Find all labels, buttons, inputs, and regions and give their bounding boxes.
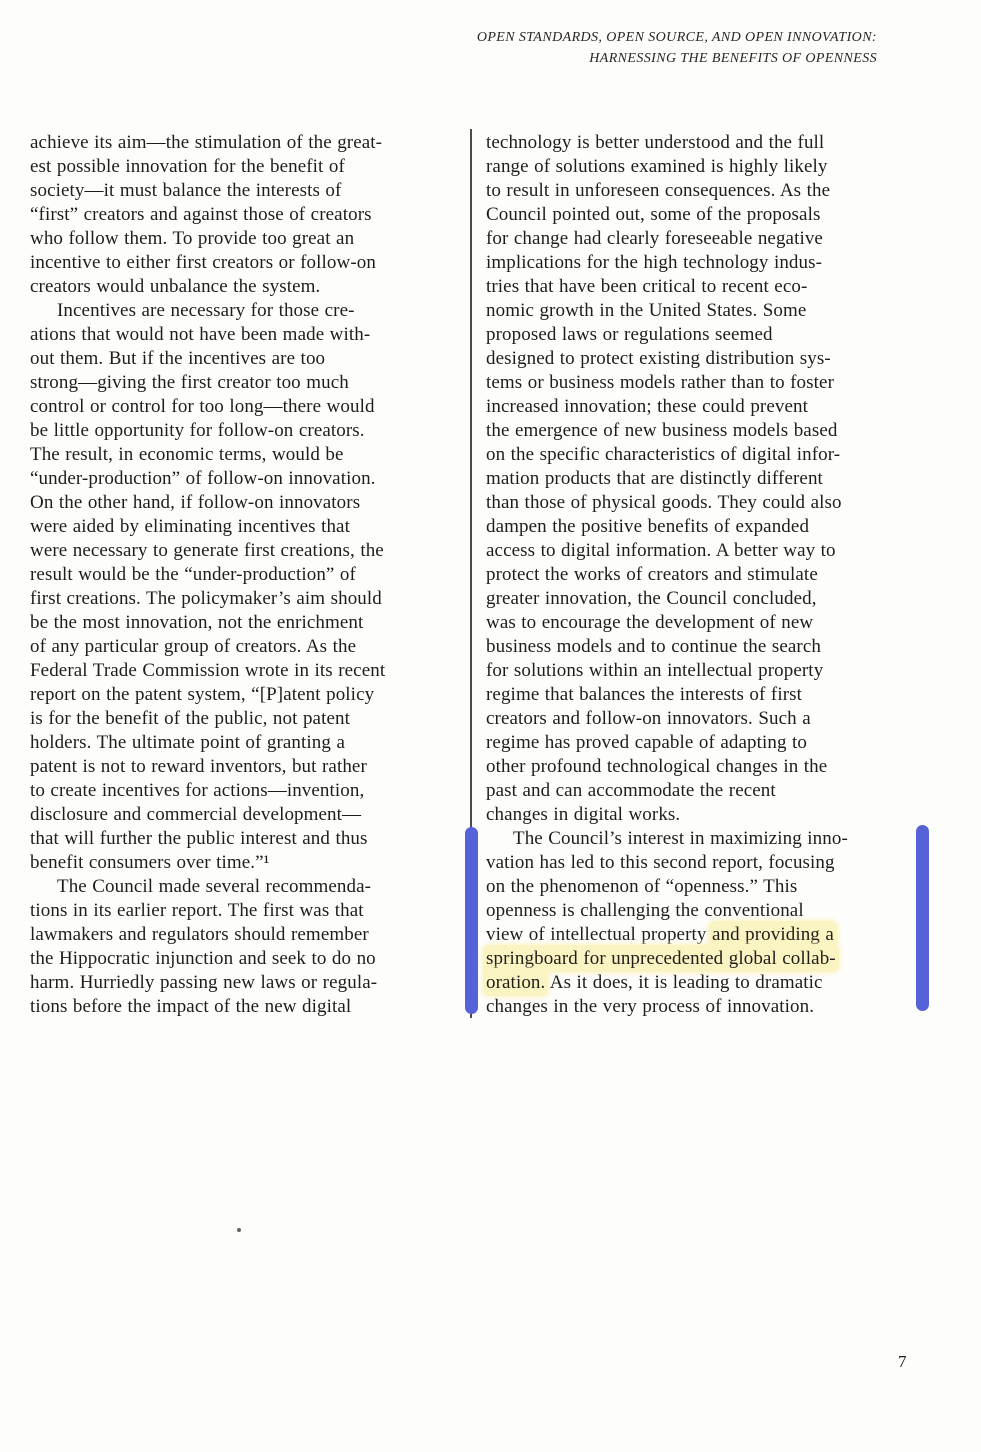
text-line [486, 203, 926, 227]
text-segment: regime that balances the interests of first [486, 684, 803, 705]
text-line [30, 803, 470, 827]
text-line [486, 899, 926, 923]
text-segment: who follow them. To provide too great an [30, 228, 355, 249]
text-segment: past and can accommodate the recent [486, 780, 776, 801]
text-line [486, 683, 926, 707]
text-line [30, 443, 470, 467]
text-line [486, 995, 926, 1019]
text-segment: Federal Trade Commission wrote in its recent [30, 660, 386, 681]
running-header-line1: OPEN STANDARDS, OPEN SOURCE, AND OPEN INNOVATION: [476, 30, 877, 45]
text-line [486, 875, 926, 899]
text-line [486, 635, 926, 659]
text-segment: was to encourage the development of new [486, 612, 814, 633]
text-segment: “first” creators and against those of creators [30, 204, 372, 225]
text-line [30, 899, 470, 923]
text-line [486, 419, 926, 443]
highlighted-text: springboard for unprecedented global collab- [486, 948, 836, 969]
scan-speck [237, 1228, 241, 1232]
text-line [30, 611, 470, 635]
text-segment: were aided by eliminating incentives that [30, 516, 350, 537]
text-line [30, 827, 470, 851]
text-line [486, 179, 926, 203]
text-line [486, 467, 926, 491]
text-line [30, 371, 470, 395]
text-segment: increased innovation; these could prevent [486, 396, 809, 417]
text-line [30, 971, 470, 995]
text-segment: technology is better understood and the full [486, 132, 825, 153]
text-line [486, 923, 926, 947]
text-line [30, 587, 470, 611]
text-line [30, 395, 470, 419]
text-line [30, 515, 470, 539]
highlighted-text: oration. [486, 972, 546, 993]
text-segment: greater innovation, the Council concluded, [486, 588, 817, 609]
text-segment: The Council’s interest in maximizing inno- [513, 828, 848, 849]
text-segment: for change had clearly foreseeable negative [486, 228, 823, 249]
text-segment: the Hippocratic injunction and seek to do no [30, 948, 376, 969]
text-segment: openness is challenging the conventional [486, 900, 804, 921]
text-line [486, 947, 926, 971]
text-line [30, 659, 470, 683]
text-segment: were necessary to generate first creations, the [30, 540, 384, 561]
text-line [30, 539, 470, 563]
text-line [30, 179, 470, 203]
text-line [486, 611, 926, 635]
running-header [477, 27, 877, 69]
text-line [486, 803, 926, 827]
text-segment: tems or business models rather than to foster [486, 372, 834, 393]
text-line [30, 851, 470, 875]
text-line [486, 491, 926, 515]
text-segment: tries that have been critical to recent eco- [486, 276, 808, 297]
text-segment: The result, in economic terms, would be [30, 444, 344, 465]
text-line [486, 227, 926, 251]
text-segment: on the phenomenon of “openness.” This [486, 876, 798, 897]
text-segment: out them. But if the incentives are too [30, 348, 326, 369]
text-segment: On the other hand, if follow-on innovators [30, 492, 361, 513]
text-line [30, 155, 470, 179]
text-line [30, 947, 470, 971]
text-line [30, 419, 470, 443]
text-column-right [486, 131, 926, 1019]
text-line [30, 779, 470, 803]
text-line [30, 347, 470, 371]
text-line [30, 323, 470, 347]
text-segment: strong—giving the first creator too much [30, 372, 349, 393]
text-segment: creators would unbalance the system. [30, 276, 321, 297]
text-segment: As it does, it is leading to dramatic [545, 972, 823, 993]
text-segment: patent is not to reward inventors, but rather [30, 756, 367, 777]
text-segment: first creations. The policymaker’s aim should [30, 588, 382, 609]
text-segment: access to digital information. A better way to [486, 540, 836, 561]
text-segment: harm. Hurriedly passing new laws or regula- [30, 972, 378, 993]
text-line [30, 467, 470, 491]
text-line [486, 155, 926, 179]
text-segment: the emergence of new business models based [486, 420, 838, 441]
text-line [486, 971, 926, 995]
text-segment: implications for the high technology indus- [486, 252, 823, 273]
text-segment: other profound technological changes in the [486, 756, 828, 777]
text-segment: benefit consumers over time.”¹ [30, 852, 270, 873]
text-segment: of any particular group of creators. As the [30, 636, 357, 657]
text-segment: vation has led to this second report, focusing [486, 852, 835, 873]
text-line [486, 539, 926, 563]
text-line [486, 731, 926, 755]
text-line [30, 299, 470, 323]
text-segment: mation products that are distinctly different [486, 468, 823, 489]
annotation-bar-left [465, 827, 478, 1014]
text-segment: changes in digital works. [486, 804, 681, 825]
text-segment: view of intellectual property [486, 924, 712, 945]
text-segment: to create incentives for actions—invention, [30, 780, 365, 801]
text-line [486, 779, 926, 803]
text-segment: Council pointed out, some of the proposals [486, 204, 821, 225]
annotation-bar-right [916, 825, 929, 1011]
text-line [30, 491, 470, 515]
text-segment: protect the works of creators and stimulate [486, 564, 818, 585]
text-segment: for solutions within an intellectual property [486, 660, 824, 681]
text-line [30, 755, 470, 779]
text-column-left [30, 131, 470, 1019]
text-segment: dampen the positive benefits of expanded [486, 516, 810, 537]
text-segment: lawmakers and regulators should remember [30, 924, 369, 945]
text-segment: nomic growth in the United States. Some [486, 300, 807, 321]
text-line [30, 635, 470, 659]
text-line [30, 923, 470, 947]
text-line [486, 371, 926, 395]
text-segment: changes in the very process of innovation. [486, 996, 815, 1017]
text-line [486, 515, 926, 539]
text-segment: than those of physical goods. They could also [486, 492, 842, 513]
text-line [30, 563, 470, 587]
text-line [30, 995, 470, 1019]
text-line [486, 659, 926, 683]
text-line [486, 251, 926, 275]
text-segment: business models and to continue the search [486, 636, 821, 657]
text-line [30, 227, 470, 251]
text-line [486, 323, 926, 347]
text-segment: disclosure and commercial development— [30, 804, 362, 825]
running-header-line2: HARNESSING THE BENEFITS OF OPENNESS [589, 51, 877, 66]
text-segment: est possible innovation for the benefit of [30, 156, 345, 177]
text-line [486, 395, 926, 419]
text-line [486, 131, 926, 155]
text-segment: regime has proved capable of adapting to [486, 732, 807, 753]
text-segment: control or control for too long—there would [30, 396, 375, 417]
text-segment: proposed laws or regulations seemed [486, 324, 773, 345]
text-segment: result would be the “under-production” of [30, 564, 356, 585]
text-segment: tions before the impact of the new digital [30, 996, 352, 1017]
text-segment: range of solutions examined is highly likely [486, 156, 828, 177]
text-segment: incentive to either first creators or follow-on [30, 252, 376, 273]
text-line [30, 203, 470, 227]
text-line [486, 443, 926, 467]
text-line [30, 875, 470, 899]
page-number: 7 [898, 1352, 907, 1371]
text-line [30, 683, 470, 707]
text-segment: is for the benefit of the public, not patent [30, 708, 350, 729]
text-line [30, 275, 470, 299]
highlighted-text: and providing a [711, 924, 834, 945]
text-line [486, 827, 926, 851]
text-segment: holders. The ultimate point of granting a [30, 732, 345, 753]
text-segment: ations that would not have been made with- [30, 324, 371, 345]
text-segment: “under-production” of follow-on innovation. [30, 468, 376, 489]
text-segment: to result in unforeseen consequences. As the [486, 180, 831, 201]
text-line [30, 731, 470, 755]
text-line [486, 587, 926, 611]
text-line [486, 707, 926, 731]
text-segment: that will further the public interest and thus [30, 828, 368, 849]
text-segment: tions in its earlier report. The first was that [30, 900, 364, 921]
text-segment: creators and follow-on innovators. Such a [486, 708, 811, 729]
text-line [30, 707, 470, 731]
text-line [486, 851, 926, 875]
text-line [486, 275, 926, 299]
text-segment: on the specific characteristics of digital infor- [486, 444, 841, 465]
text-line [30, 131, 470, 155]
text-line [486, 563, 926, 587]
text-line [486, 299, 926, 323]
text-line [30, 251, 470, 275]
text-segment: society—it must balance the interests of [30, 180, 342, 201]
text-segment: report on the patent system, “[P]atent policy [30, 684, 375, 705]
text-segment: be the most innovation, not the enrichment [30, 612, 364, 633]
text-line [486, 755, 926, 779]
text-line [486, 347, 926, 371]
text-segment: The Council made several recommenda- [57, 876, 372, 897]
text-segment: designed to protect existing distribution sys- [486, 348, 831, 369]
text-segment: achieve its aim—the stimulation of the great- [30, 132, 383, 153]
text-segment: Incentives are necessary for those cre- [57, 300, 355, 321]
text-segment: be little opportunity for follow-on creators. [30, 420, 365, 441]
